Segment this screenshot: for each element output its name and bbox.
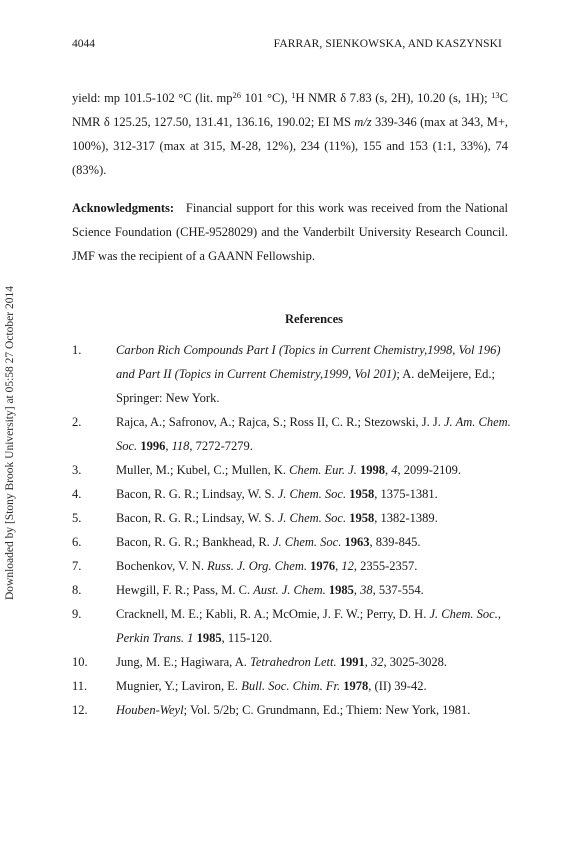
reference-pages: , 1382-1389. (374, 511, 438, 525)
reference-journal: J. Am. Chem. Soc. (116, 415, 511, 453)
reference-item (72, 338, 512, 410)
reference-pages: , 2355-2357. (353, 559, 418, 573)
reference-number: 12. (72, 703, 88, 717)
reference-pages: , 537-554. (372, 583, 424, 597)
reference-item (72, 602, 512, 650)
reference-rest: ; A. deMeijere, Ed.; Springer: New York. (116, 367, 495, 405)
text-run: H NMR δ 7.83 (s, 2H), 10.20 (s, (295, 91, 462, 105)
reference-item (72, 650, 512, 674)
reference-authors: Bacon, R. G. R.; Bankhead, R. (116, 535, 273, 549)
references-heading: References (284, 312, 344, 326)
reference-text (116, 698, 512, 722)
reference-number: 3. (72, 463, 82, 477)
reference-journal: J. Chem. Soc., Perkin Trans. 1 (116, 607, 501, 645)
text-run: (max at 343, M+, 100%), 312-317 (max at 315, M-28, 12%), 234 (11%), 155 and (72, 115, 508, 153)
reference-volume: 38 (360, 583, 373, 597)
reference-year: 1985 (196, 631, 222, 645)
reference-journal: Aust. J. Chem. (253, 583, 326, 597)
reference-volume: 118 (171, 439, 190, 453)
reference-number: 9. (72, 607, 82, 621)
reference-journal: J. Chem. Soc. (277, 511, 347, 525)
reference-pages: , 7272-7279. (189, 439, 253, 453)
reference-number: 1. (72, 343, 82, 357)
reference-number: 4. (72, 487, 82, 501)
reference-item (72, 554, 512, 578)
reference-number: 6. (72, 535, 82, 549)
reference-text (116, 506, 512, 530)
reference-authors: Muller, M.; Kubel, C.; Mullen, K. (116, 463, 290, 477)
download-notice: Downloaded by [Stony Brook University] at 05:58 27 October 2014 (4, 286, 16, 600)
reference-pages: , 839-845. (369, 535, 421, 549)
reference-authors: Bochenkov, V. N. (116, 559, 208, 573)
reference-item (72, 506, 512, 530)
reference-text (116, 530, 512, 554)
reference-number: 7. (72, 559, 82, 573)
text-run: C NMR δ 125.25, 127.50, 131.41, 136.16, 190.02; EI MS (72, 91, 509, 129)
reference-number: 5. (72, 511, 82, 525)
reference-year: 1978 (343, 679, 369, 693)
acknowledgments-heading: Acknowledgments: (72, 201, 175, 215)
reference-item (72, 530, 512, 554)
reference-year: 1985 (328, 583, 354, 597)
paragraph (72, 86, 508, 182)
acknowledgments (72, 196, 508, 268)
reference-year: 1963 (344, 535, 370, 549)
reference-authors: Jung, M. E.; Hagiwara, A. (116, 655, 251, 669)
reference-text (116, 674, 512, 698)
text-run: 339-346 (371, 115, 417, 129)
reference-text: Bochenkov, V. N. Russ. J. Org. Chem. 1976, 12, 2355-2357. (116, 559, 418, 573)
reference-rest: ; Vol. 5/2b; C. Grundmann, Ed.; Thiem: New York, 1981. (183, 703, 471, 717)
reference-volume: 12 (341, 559, 354, 573)
running-head-authors: FARRAR, SIENKOWSKA, AND KASZYNSKI (273, 38, 502, 50)
text-run: yield: mp 101.5-102 °C (lit. mp (72, 91, 233, 105)
reference-journal: Chem. Eur. J. (289, 463, 357, 477)
reference-authors: Bacon, R. G. R.; Lindsay, W. S. (116, 511, 278, 525)
reference-pages: , (II) 39-42. (368, 679, 427, 693)
reference-number: 10. (72, 655, 88, 669)
download-watermark (0, 0, 20, 864)
reference-year: 1976 (310, 559, 336, 573)
reference-year: 1958 (349, 511, 375, 525)
reference-authors: Mugnier, Y.; Laviron, E. (116, 679, 242, 693)
text-run: 101 °C), (241, 91, 292, 105)
reference-year: 1998 (359, 463, 385, 477)
running-header (72, 38, 502, 54)
reference-pages: , 1375-1381. (374, 487, 438, 501)
reference-item (72, 578, 512, 602)
reference-number: 8. (72, 583, 82, 597)
reference-authors: Rajca, A.; Safronov, A.; Rajca, S.; Ross II, C. R.; Stezowski, J. J. (116, 415, 444, 429)
italic-run: m/z (354, 115, 372, 129)
reference-volume: 4 (391, 463, 398, 477)
reference-authors: Hewgill, F. R.; Pass, M. C. (116, 583, 254, 597)
reference-pages: , 115-120. (221, 631, 273, 645)
reference-list (72, 338, 512, 722)
reference-pages: , 3025-3028. (383, 655, 448, 669)
superscript: 13 (491, 90, 500, 100)
text-run: 153 (1:1, 33%), 74 (83%). (72, 139, 509, 177)
superscript: 1 (291, 90, 296, 100)
reference-number: 11. (72, 679, 88, 693)
reference-title: Houben-Weyl (116, 703, 184, 717)
reference-text (116, 482, 512, 506)
reference-journal: J. Chem. Soc. (277, 487, 347, 501)
reference-text: Jung, M. E.; Hagiwara, A. Tetrahedron Lett. 1991, 32, 3025-3028. (116, 655, 448, 669)
reference-journal: Bull. Soc. Chim. Fr. (241, 679, 341, 693)
reference-text: Muller, M.; Kubel, C.; Mullen, K. Chem. Eur. J. 1998, 4, 2099-2109. (116, 463, 461, 477)
reference-volume: 32 (370, 655, 384, 669)
reference-text (116, 602, 512, 650)
reference-journal: Russ. J. Org. Chem. (207, 559, 307, 573)
reference-year: 1991 (339, 655, 365, 669)
reference-pages: , 2099-2109. (397, 463, 461, 477)
reference-year: 1958 (349, 487, 375, 501)
reference-item (72, 410, 512, 458)
reference-item (72, 698, 512, 722)
reference-journal: J. Chem. Soc. (272, 535, 342, 549)
page-number: 4044 (72, 38, 95, 50)
superscript: 26 (232, 90, 242, 100)
reference-year: 1996 (140, 439, 166, 453)
reference-title: Carbon Rich Compounds Part I (Topics in Current Chemistry,1998, Vol 196) and Part II (Topics in Current Chemistry,1999, Vol 201) (116, 343, 501, 381)
reference-number: 2. (72, 415, 82, 429)
reference-authors: Cracknell, M. E.; Kabli, R. A.; McOmie, J. F. W.; Perry, D. H. (116, 607, 430, 621)
reference-item (72, 674, 512, 698)
reference-item (72, 458, 512, 482)
acknowledgments-text: Financial support for this work was received from the National Science Foundation (CHE-9528029) and the Vanderbilt University Research Council. JMF was the recipient of a GAANN Fellowship. (72, 201, 509, 263)
experimental-text (72, 86, 508, 182)
reference-text (116, 338, 512, 410)
reference-authors: Bacon, R. G. R.; Lindsay, W. S. (116, 487, 278, 501)
reference-text: Rajca, A.; Safronov, A.; Rajca, S.; Ross II, C. R.; Stezowski, J. J. J. Am. Chem. Soc. 1996, 118, 7272-7279. (116, 415, 511, 453)
reference-text: Hewgill, F. R.; Pass, M. C. Aust. J. Chem. 1985, 38, 537-554. (116, 583, 424, 597)
reference-journal: Tetrahedron Lett. (250, 655, 337, 669)
reference-item (72, 482, 512, 506)
text-run: 1H); (464, 91, 492, 105)
